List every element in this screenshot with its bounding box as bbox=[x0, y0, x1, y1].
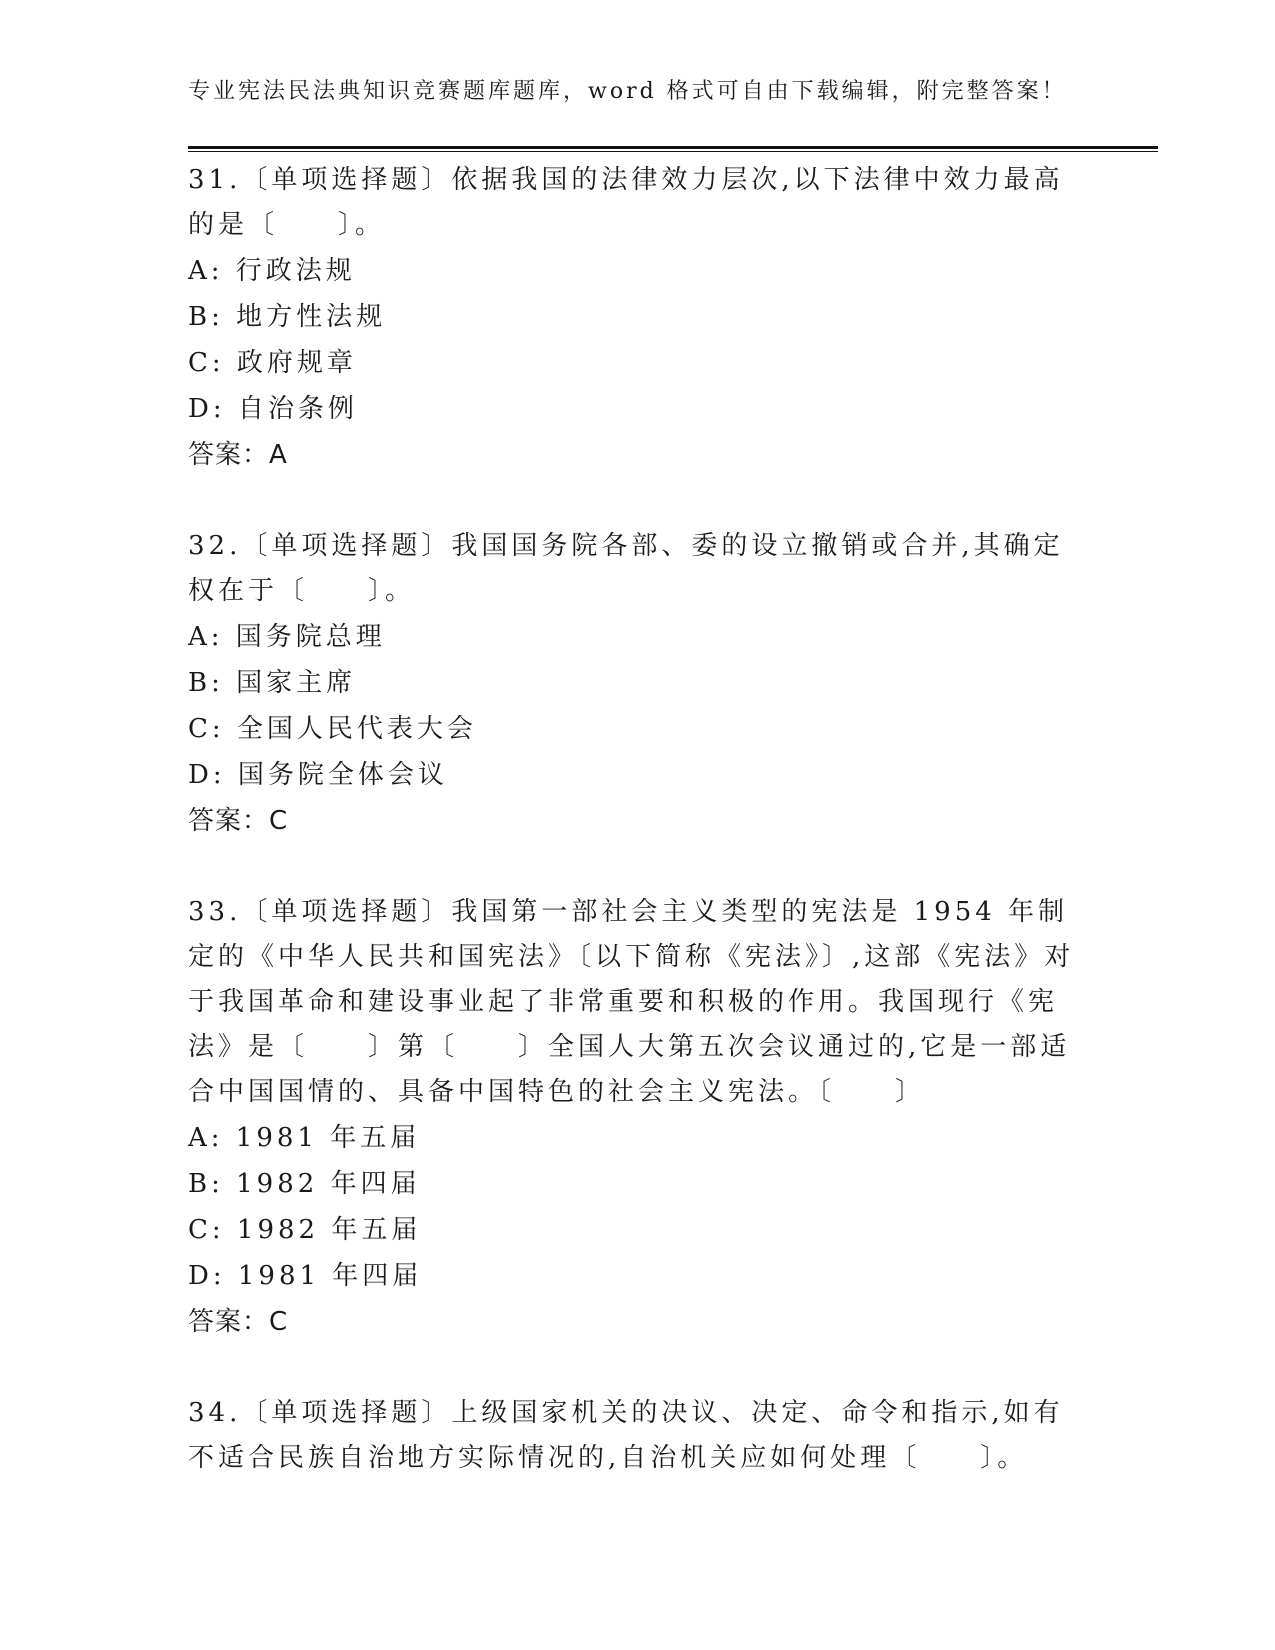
option-b: B: 1982 年四届 bbox=[188, 1169, 421, 1199]
option-c: C: 政府规章 bbox=[188, 348, 357, 378]
question-33 bbox=[188, 890, 1088, 1345]
header-divider bbox=[188, 146, 1158, 152]
question-stem: 31.〔单项选择题〕依据我国的法律效力层次,以下法律中效力最高的是〔 〕。 bbox=[188, 165, 1064, 240]
option-d: D: 1981 年四届 bbox=[188, 1261, 423, 1291]
question-34 bbox=[188, 1391, 1088, 1481]
question-31 bbox=[188, 158, 1088, 478]
question-32 bbox=[188, 524, 1088, 844]
question-stem: 34.〔单项选择题〕上级国家机关的决议、决定、命令和指示,如有不适合民族自治地方实际情况的,自治机关应如何处理〔 〕。 bbox=[188, 1398, 1064, 1473]
question-stem: 32.〔单项选择题〕我国国务院各部、委的设立撤销或合并,其确定权在于〔 〕。 bbox=[188, 531, 1064, 606]
option-c: C: 全国人民代表大会 bbox=[188, 714, 477, 744]
option-d: D: 国务院全体会议 bbox=[188, 760, 448, 790]
page-header: 专业宪法民法典知识竞赛题库题库，word 格式可自由下载编辑，附完整答案！ bbox=[188, 79, 1067, 104]
option-a: A: 1981 年五届 bbox=[188, 1123, 421, 1153]
option-d: D: 自治条例 bbox=[188, 394, 358, 424]
option-c: C: 1982 年五届 bbox=[188, 1215, 422, 1245]
question-stem: 33.〔单项选择题〕我国第一部社会主义类型的宪法是 1954 年制定的《中华人民共和国宪法》〔以下简称《宪法》〕,这部《宪法》对于我国革命和建设事业起了非常重要和积极的作用。我国现行《宪法》是〔 〕第〔 〕全国人大第五次会议通过的,它是一部适合中国国情的、具备中国特色的社会主义宪法。〔 〕 bbox=[188, 897, 1075, 1107]
option-a: A: 行政法规 bbox=[188, 256, 356, 286]
option-b: B: 地方性法规 bbox=[188, 302, 387, 332]
option-b: B: 国家主席 bbox=[188, 668, 357, 698]
answer-label: 答案：C bbox=[188, 1307, 289, 1337]
answer-label: 答案：A bbox=[188, 440, 288, 470]
option-a: A: 国务院总理 bbox=[188, 622, 386, 652]
answer-label: 答案：C bbox=[188, 806, 289, 836]
question-list bbox=[188, 158, 1088, 1527]
